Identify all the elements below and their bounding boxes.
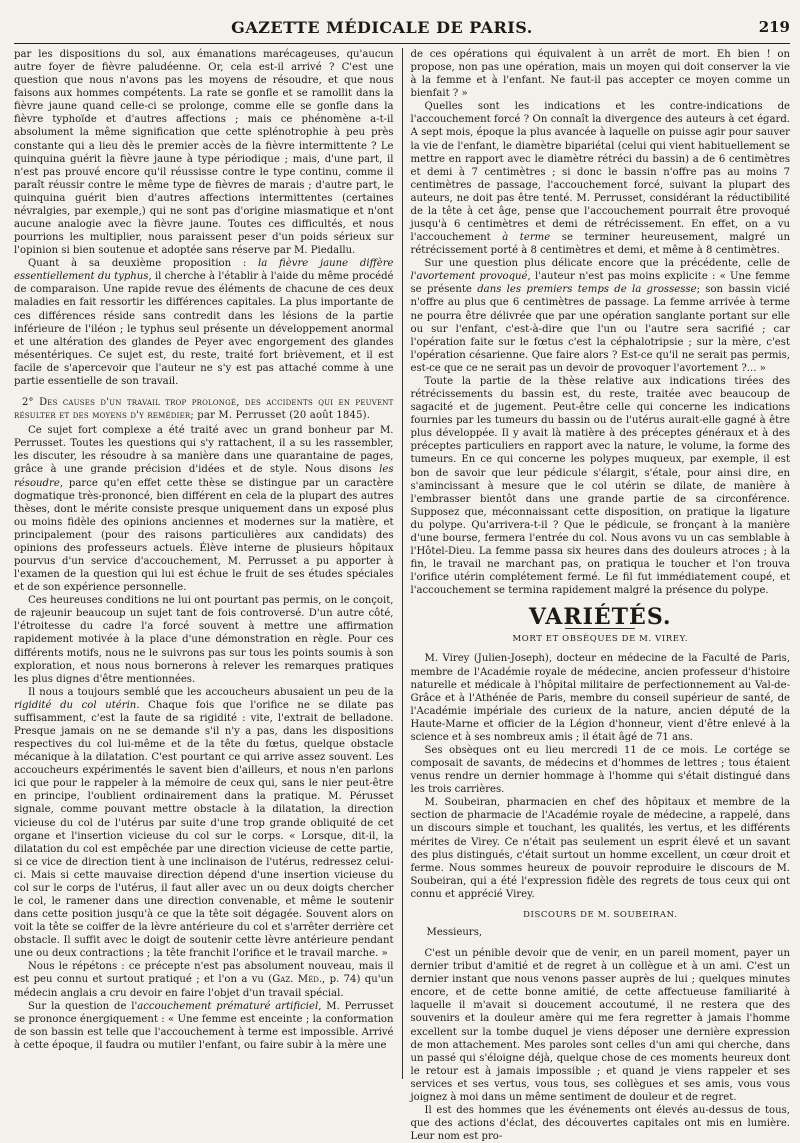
paragraph: par les dispositions du sol, aux émanations marécageuses, qu'aucun autre foyer de fièvre paludéenne. Or, cela est-il arrivé ? C'est une question que nous n'avons pas les moyens de résoudre, et que nous faisons aux hommes compétents. La rate se gonfle et se ramollit dans la fièvre jaune quand celle-ci se prolonge, comme elle se gonfle dans la fièvre typhoïde et d'autres affections ; mais ce phénomène a-t-il absolument la même signification que cette splénotrophie à peu près constante qui a lieu dès le premier accès de la fièvre intermittente ? Le quinquina guérit la fièvre jaune à type périodique ; mais, d'une part, il n'est pas prouvé encore qu'il réussisse contre le type continu, comme il paraît réussir contre le même type de fièvres de marais ; d'autre part, le quinquina guérit bien d'autres affections intermittentes (certaines névralgies, par exemple,) qui ne sont pas d'origine miasmatique et n'ont aucune analogie avec la fièvre jaune. Toutes ces difficultés, et nous pourrions les multiplier, nous paraissent peser d'un poids sérieux sur l'opinion si bien soutenue et adoptée sans réserve par M. Piedallu.	[14, 49, 394, 257]
italic-phrase: dans les premiers temps de la grossesse	[477, 284, 697, 296]
italic-phrase: accouchement prématuré artificiel	[137, 1000, 319, 1012]
two-column-body	[14, 48, 791, 1143]
salutation: Messieurs,	[426, 927, 483, 938]
header-rule	[14, 43, 790, 44]
paragraph: Toute la partie de la thèse relative aux indications tirées des rétrécissements du bassin est, du reste, traitée avec beaucoup de sagacité et de jugement. Peut-être celle qui concerne les indications fournies par les tumeurs du bassin ou de l'utérus aurait-elle gagné à être plus développée. Il y avait là matière à des préceptes généraux et à des préceptes particuliers en rapport avec la nature, le volume, la forme des tumeurs. En ce qui concerne les polypes muqueux, par exemple, il est bon de savoir que leur pédicule s'élargit, s'étale, pour ainsi dire, en s'amincissant à mesure que le col utérin se dilate, de manière à l'embrasser bientôt dans une grande partie de sa circonférence. Supposez que, méconnaissant cette disposition, on pratique la ligature du polype. Qu'arrivera-t-il ? Que le pédicule, se fronçant à la manière d'une bourse, fermera l'entrée du col. Nous avons vu un cas semblable à l'Hôtel-Dieu. La femme passa six heures dans des douleurs atroces ; à la fin, le travail ne marchant pas, on pratiqua le toucher et l'on trouva l'orifice utérin complétement fermé. Le fil fut immédiatement coupé, et l'accouchement se termina rapidement malgré la présence du polype.	[410, 375, 791, 597]
italic-phrase: à terme	[502, 232, 551, 244]
page-number: 219	[758, 18, 790, 36]
paragraph: C'est un pénible devoir que de venir, en un pareil moment, payer un dernier tribut d'amitié et de regret à un collègue et à un ami. C'est un dernier instant que nous venons passer auprès de lui ; quelques minutes encore, et de cette bonne amitié, de cette affectueuse familiarité à laquelle il m'avait si doucement accoutumé, il ne restera que des souvenirs et la douleur amère qui me fera regretter à jamais l'homme excellent sur la tombe duquel je viens déposer une dernière expression de mon attachement. Mes paroles sont celles d'un ami qui cherche, dans un passé qui s'éloigne déjà, quelque chose de ces moments heureux dont le retour est à jamais impossible ; et quand je viens rappeler et ses services et ses vertus, vous tous, ses collègues et ses amis, vous vous joignez à moi dans un même sentiment de douleur et de regret.	[410, 948, 791, 1103]
paragraph: Sur la question de l'accouchement prématuré artificiel, M. Perrusset se prononce énergiquement : « Une femme est enceinte ; la conformation de son bassin est telle que l'accouchement à terme est impossible. Arrivé à cette époque, il faudra ou mutiler l'enfant, ou faire subir à la mère une	[14, 1000, 394, 1051]
journal-title: GAZETTE MÉDICALE DE PARIS.	[231, 17, 533, 37]
paragraph: Nous le répétons : ce précepte n'est pas absolument nouveau, mais il est peu connu et surtout pratiqué ; et l'on a vu (Gaz. Méd., p. 74) qu'un médecin anglais a cru devoir en faire l'objet d'un travail spécial.	[14, 961, 394, 999]
italic-phrase: les résoudre	[14, 464, 394, 489]
paragraph: Ces heureuses conditions ne lui ont pourtant pas permis, on le conçoit, de rajeunir beaucoup un sujet tant de fois controversé. D'un autre côté, l'étroitesse du cadre l'a forcé souvent à mettre une affirmation rapidement motivée à la place d'une démonstration en règle. Pour ces différents motifs, nous ne le suivrons pas sur tous les points soumis à son exploration, et nous nous bornerons à relever les remarques pratiques les plus dignes d'être mentionnées.	[14, 595, 394, 685]
paragraph: Quelles sont les indications et les contre-indications de l'accouchement forcé ? On connaît la divergence des auteurs à cet égard. A sept mois, époque la plus avancée à laquelle on puisse agir pour sauver la vie de l'enfant, le diamètre bipariétal (celui qui vient habituellement se mettre en rapport avec le diamètre rétréci du bassin) a de 6 centimètres et demi à 7 centimètres ; si donc le bassin n'offre pas au moins 7 centimètres de passage, l'accouchement forcé, suivant la plupart des auteurs, ne doit pas être tenté. M. Perrusset, considérant la réductibilité de la tête à cet âge, pense que l'accouchement pourrait être provoqué jusqu'à 6 centimètres et demi de rétrécissement. En effet, on a vu l'accouchement à terme se terminer heureusement, malgré un rétrécissement porté à 8 centimètres et demi, et même à 8 centimètres.	[410, 101, 791, 257]
left-column	[14, 48, 398, 1079]
paragraph: M. Soubeiran, pharmacien en chef des hôpitaux et membre de la section de pharmacie de l'Académie royale de médecine, a rappelé, dans un discours simple et touchant, les qualités, les vertus, et les différents mérites de Virey. Ce n'était pas seulement un esprit élevé et un savant des plus distingués, c'était surtout un homme excellent, un cœur droit et ferme. Nous sommes heureux de pouvoir reproduire le discours de M. Soubeiran, qui a été l'expression fidèle des regrets de tous ceux qui ont connu et apprécié Virey.	[410, 797, 791, 900]
paragraph: Il est des hommes que les événements ont élevés au-dessus de tous, que des actions d'éclat, des découvertes capitales ont mis en lumière. Leur nom est pro-	[410, 1105, 791, 1143]
paragraph: Ses obsèques ont eu lieu mercredi 11 de ce mois. Le cortége se composait de savants, de médecins et d'hommes de lettres ; tous étaient venus rendre un dernier hommage à l'homme qui s'était distingué dans les trois carrières.	[410, 744, 791, 796]
paragraph: Quant à sa deuxième proposition : la fièvre jaune diffère essentiellement du typhus, il cherche à l'établir à l'aide du même procédé de comparaison. Une rapide revue des éléments de chacune de ces deux maladies en fait ressortir les différences capitales. La plus importante de ces différences réside sans contredit dans les lésions de la partie inférieure de l'iléon ; le typhus seul présente un développement anormal et une altération des glandes de Peyer avec engorgement des glandes mésentériques. Ce sujet est, du reste, traité fort brièvement, et il est facile de s'apercevoir que l'auteur ne s'y est pas attaché comme à une partie essentielle de son travail.	[14, 258, 394, 387]
paragraph: M. Virey (Julien-Joseph), docteur en médecine de la Faculté de Paris, membre de l'Académie royale de médecine, ancien professeur d'histoire naturelle et médicale à l'hôpital militaire de perfectionnement au Val-de-Grâce et à l'Athénée de Paris, membre du conseil supérieur de santé, de l'Académie impériale des curieux de la nature, ancien député de la Haute-Marne et officier de la Légion d'honneur, vient d'être enlevé à la science et à ses nombreux amis ; il était âgé de 71 ans.	[410, 653, 791, 743]
paragraph: Ce sujet fort complexe a été traité avec un grand bonheur par M. Perrusset. Toutes les questions qui s'y rattachent, il a su les rassembler, les discuter, les résoudre à sa manière dans une quarantaine de pages, grâce à une grande précision d'idées et de style. Nous disons les résoudre, parce qu'en effet cette thèse se distingue par un caractère dogmatique très-prononcé, bien différent en cela de la plupart des autres thèses, dont le mérite consiste presque uniquement dans un exposé plus ou moins fidèle des opinions anciennes et modernes sur la matière, et principalement (pour des raisons particulières aux candidats) des opinions des professeurs actuels. Élève interne de plusieurs hôpitaux pourvus d'un service d'accouchement, M. Perrusset a pu apporter à l'examen de la question qui lui est échue le fruit de ses études spéciales et de son expérience personnelle.	[14, 425, 394, 594]
page-header	[14, 14, 790, 40]
citation: Gaz. Méd.	[272, 974, 323, 986]
italic-phrase: l'avortement provoqué	[410, 271, 528, 283]
right-column	[407, 48, 791, 1143]
obituary-heading: MORT ET OBSÈQUES DE M. VIREY.	[512, 634, 689, 645]
section-title-varietes: VARIÉTÉS.	[528, 604, 672, 631]
column-divider	[402, 48, 403, 1079]
paragraph: Il nous a toujours semblé que les accoucheurs abusaient un peu de la rigidité du col utérin. Chaque fois que l'orifice ne se dilate pas suffisamment, c'est la faute de sa rigidité : vite, l'extrait de belladone. Presque jamais on ne se demande s'il n'y a pas, dans les dispositions respectives du col lui-même et de la tête du fœtus, quelque obstacle mécanique à la dilatation. C'est pourtant ce qui arrive assez souvent. Les accoucheurs expérimentés le savent bien d'ailleurs, et nous n'en parlons ici que pour le rappeler à la mémoire de ceux qui, sans le nier peut-être en principe, l'oublient ordinairement dans la pratique. M. Pérusset signale, comme pouvant mettre obstacle à la dilatation, la direction vicieuse du col de l'utérus par suite d'une trop grande obliquité de cet organe et l'insertion vicieuse du col sur le corps. « Lorsque, dit-il, la dilatation du col est empêchée par une direction vicieuse de cette partie, si ce vice de direction tient à une inclinaison de l'utérus, redressez celui-ci. Mais si cette mauvaise direction dépend d'une insertion vicieuse du col sur le corps de l'utérus, il faut aller avec un ou deux doigts chercher le col, le ramener dans une direction convenable, et même le soutenir dans cette position jusqu'à ce que la tête soit dégagée. Souvent alors on voit la tête se coiffer de la lèvre antérieure du col et s'arrêter derrière cet obstacle. Il suffit avec le doigt de soutenir cette lèvre antérieure pendant une ou deux contractions ; la tête franchit l'orifice et le travail marche. »	[14, 686, 394, 960]
paragraph: de ces opérations qui équivalent à un arrêt de mort. Eh bien ! on propose, non pas une opération, mais un moyen qui doit conserver la vie à la femme et à l'enfant. Ne faut-il pas accepter ce moyen comme un bienfait ? »	[410, 49, 791, 100]
speech-heading: DISCOURS DE M. SOUBEIRAN.	[523, 909, 678, 920]
paragraph: Sur une question plus délicate encore que la précédente, celle de l'avortement provoqué, l'auteur n'est pas moins explicite : « Une femme se présente dans les premiers temps de la grossesse; son bassin vicié n'offre au plus que 6 centimètres de passage. La femme arrivée à terme ne pourra être délivrée que par une opération sanglante portant sur elle ou sur l'enfant, c'est-à-dire que l'un ou l'autre sera sacrifié ; car l'opération faite sur le fœtus c'est la céphalotripsie ; sur la mère, c'est l'opération césarienne. Que faire alors ? Est-ce qu'il ne serait pas permis, est-ce que ce ne serait pas un devoir de provoquer l'avortement ?... »	[410, 258, 791, 374]
italic-phrase: rigidité du col utérin	[14, 699, 137, 711]
italic-phrase: la fièvre jaune diffère essentiellement du typhus	[14, 258, 394, 283]
section-heading: 2° Des causes d'un travail trop prolongé, des accidents qui en peuvent résulter et des moyens d'y remédier; par M. Perrusset (20 août 1845).	[14, 397, 394, 422]
